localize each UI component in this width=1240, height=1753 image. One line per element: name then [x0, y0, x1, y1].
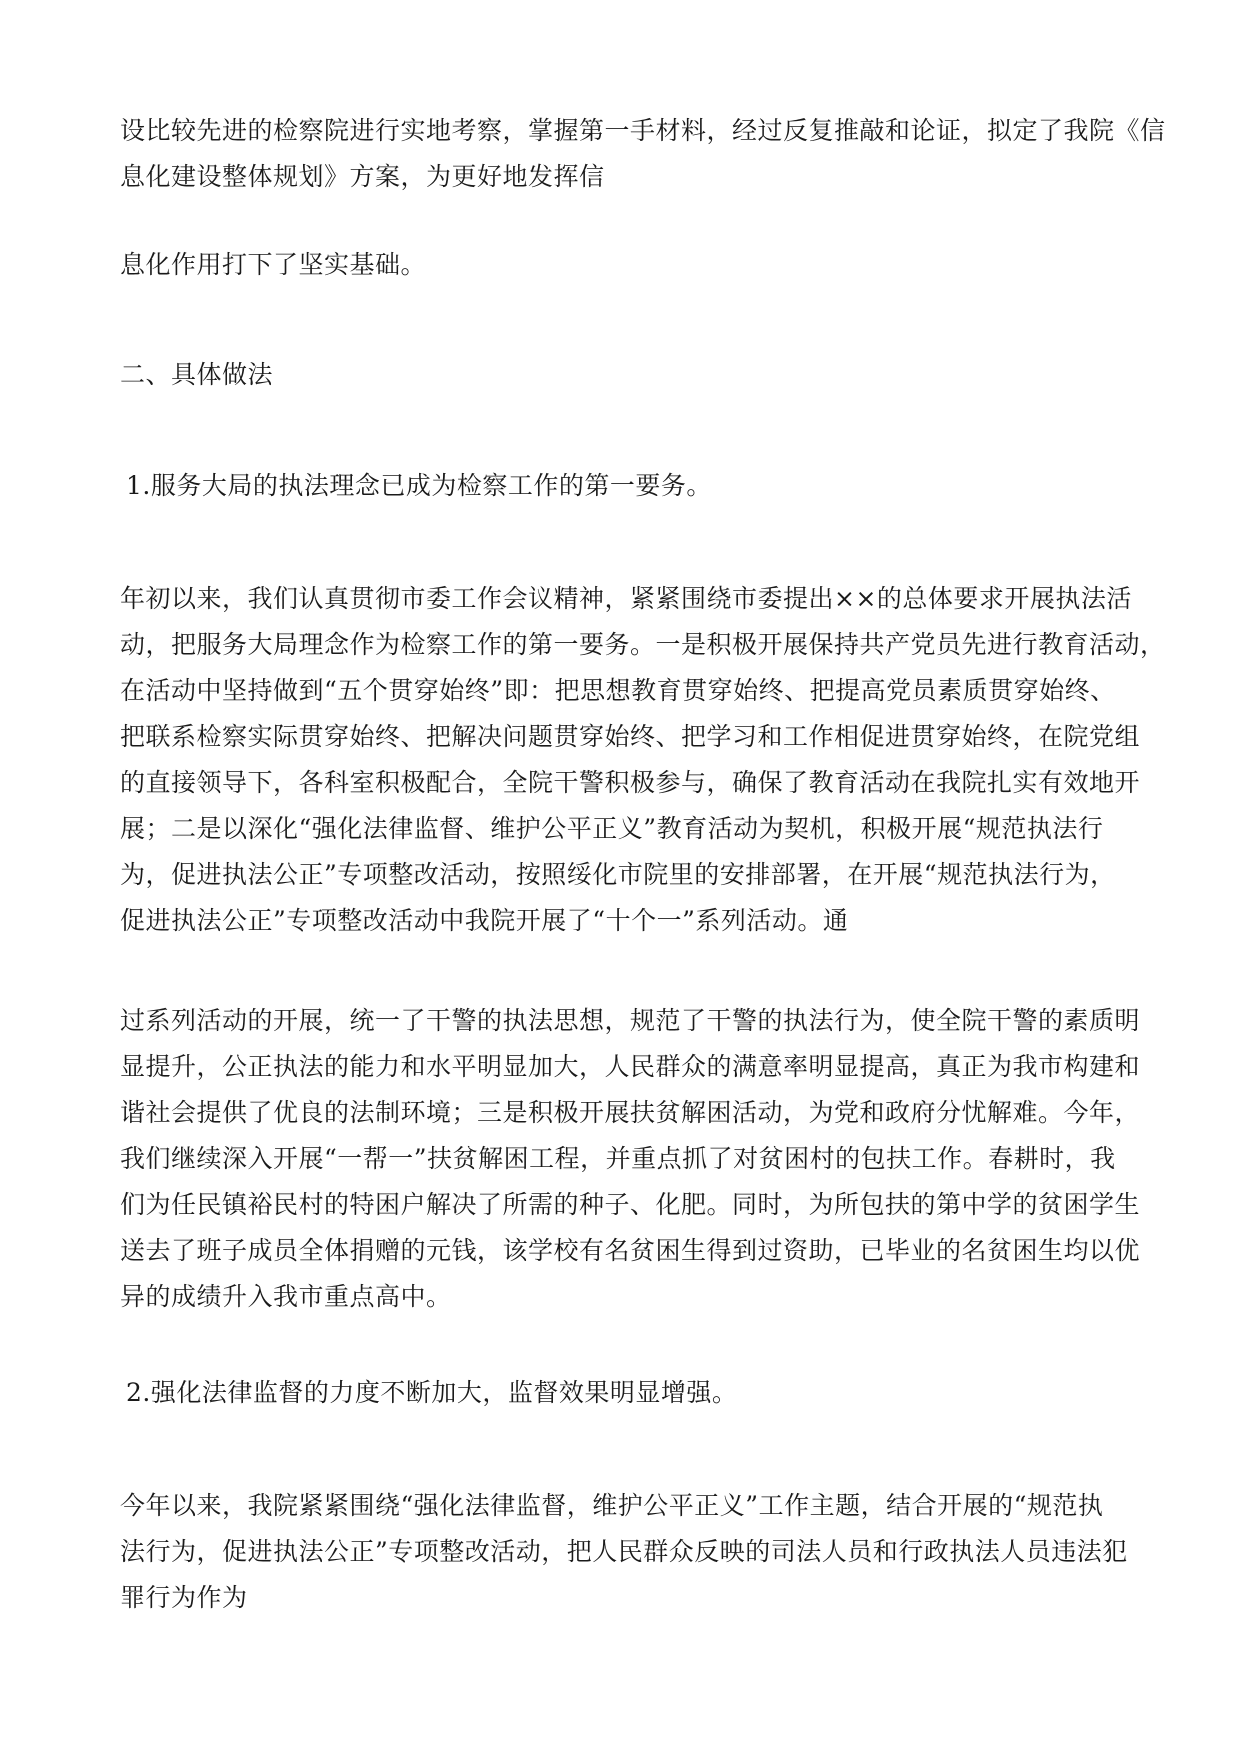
text-line: 异的成绩升入我市重点高中。 — [120, 1282, 452, 1311]
item1-paragraph-b — [120, 998, 1141, 1320]
text-line: 动，把服务大局理念作为检察工作的第一要务。一是积极开展保持共产党员先进行教育活动， — [120, 630, 1166, 659]
text-line: 们为任民镇裕民村的特困户解决了所需的种子、化肥。同时，为所包扶的第中学的贫困学生 — [120, 1190, 1141, 1219]
text-line: 设比较先进的检察院进行实地考察，掌握第一手材料，经过反复推敲和论证，拟定了我院《信 — [120, 116, 1166, 145]
text-line: 罪行为作为 — [120, 1583, 248, 1612]
text-line: 送去了班子成员全体捐赠的元钱，该学校有名贫困生得到过资助，已毕业的名贫困生均以优 — [120, 1236, 1141, 1265]
text-line: 为，促进执法公正”专项整改活动，按照绥化市院里的安排部署，在开展“规范执法行为， — [120, 860, 1116, 889]
item1-paragraph-a — [120, 576, 1166, 944]
text-line: 在活动中坚持做到“五个贯穿始终”即：把思想教育贯穿始终、把提高党员素质贯穿始终、 — [120, 676, 1116, 705]
text-line: 谐社会提供了优良的法制环境；三是积极开展扶贫解困活动，为党和政府分忧解难。今年， — [120, 1098, 1141, 1127]
item1-heading: 1.服务大局的执法理念已成为检察工作的第一要务。 — [126, 471, 712, 500]
text-line: 法行为，促进执法公正”专项整改活动，把人民群众反映的司法人员和行政执法人员违法犯 — [120, 1537, 1128, 1566]
item2-paragraph — [120, 1483, 1128, 1621]
text-line: 过系列活动的开展，统一了干警的执法思想，规范了干警的执法行为，使全院干警的素质明 — [120, 1006, 1141, 1035]
text-line: 息化建设整体规划》方案，为更好地发挥信 — [120, 162, 605, 191]
paragraph-intro-end — [120, 242, 1120, 288]
text-line: 把联系检察实际贯穿始终、把解决问题贯穿始终、把学习和工作相促进贯穿始终，在院党组 — [120, 722, 1141, 751]
item2-heading: 2.强化法律监督的力度不断加大，监督效果明显增强。 — [126, 1378, 738, 1407]
text-line: 我们继续深入开展“一帮一”扶贫解困工程，并重点抓了对贫困村的包扶工作。春耕时，我 — [120, 1144, 1116, 1173]
text-line: 息化作用打下了坚实基础。 — [120, 250, 427, 279]
text-line: 的直接领导下，各科室积极配合，全院干警积极参与，确保了教育活动在我院扎实有效地开 — [120, 768, 1141, 797]
section-heading: 二、具体做法 — [120, 360, 274, 389]
text-line: 促进执法公正”专项整改活动中我院开展了“十个一”系列活动。通 — [120, 906, 849, 935]
text-line: 展；二是以深化“强化法律监督、维护公平正义”教育活动为契机，积极开展“规范执法行 — [120, 814, 1104, 843]
text-line: 今年以来，我院紧紧围绕“强化法律监督，维护公平正义”工作主题，结合开展的“规范执 — [120, 1491, 1104, 1520]
text-line: 显提升，公正执法的能力和水平明显加大，人民群众的满意率明显提高，真正为我市构建和 — [120, 1052, 1141, 1081]
paragraph-intro-tail — [120, 108, 1166, 200]
text-line: 年初以来，我们认真贯彻市委工作会议精神，紧紧围绕市委提出××的总体要求开展执法活 — [120, 584, 1132, 613]
